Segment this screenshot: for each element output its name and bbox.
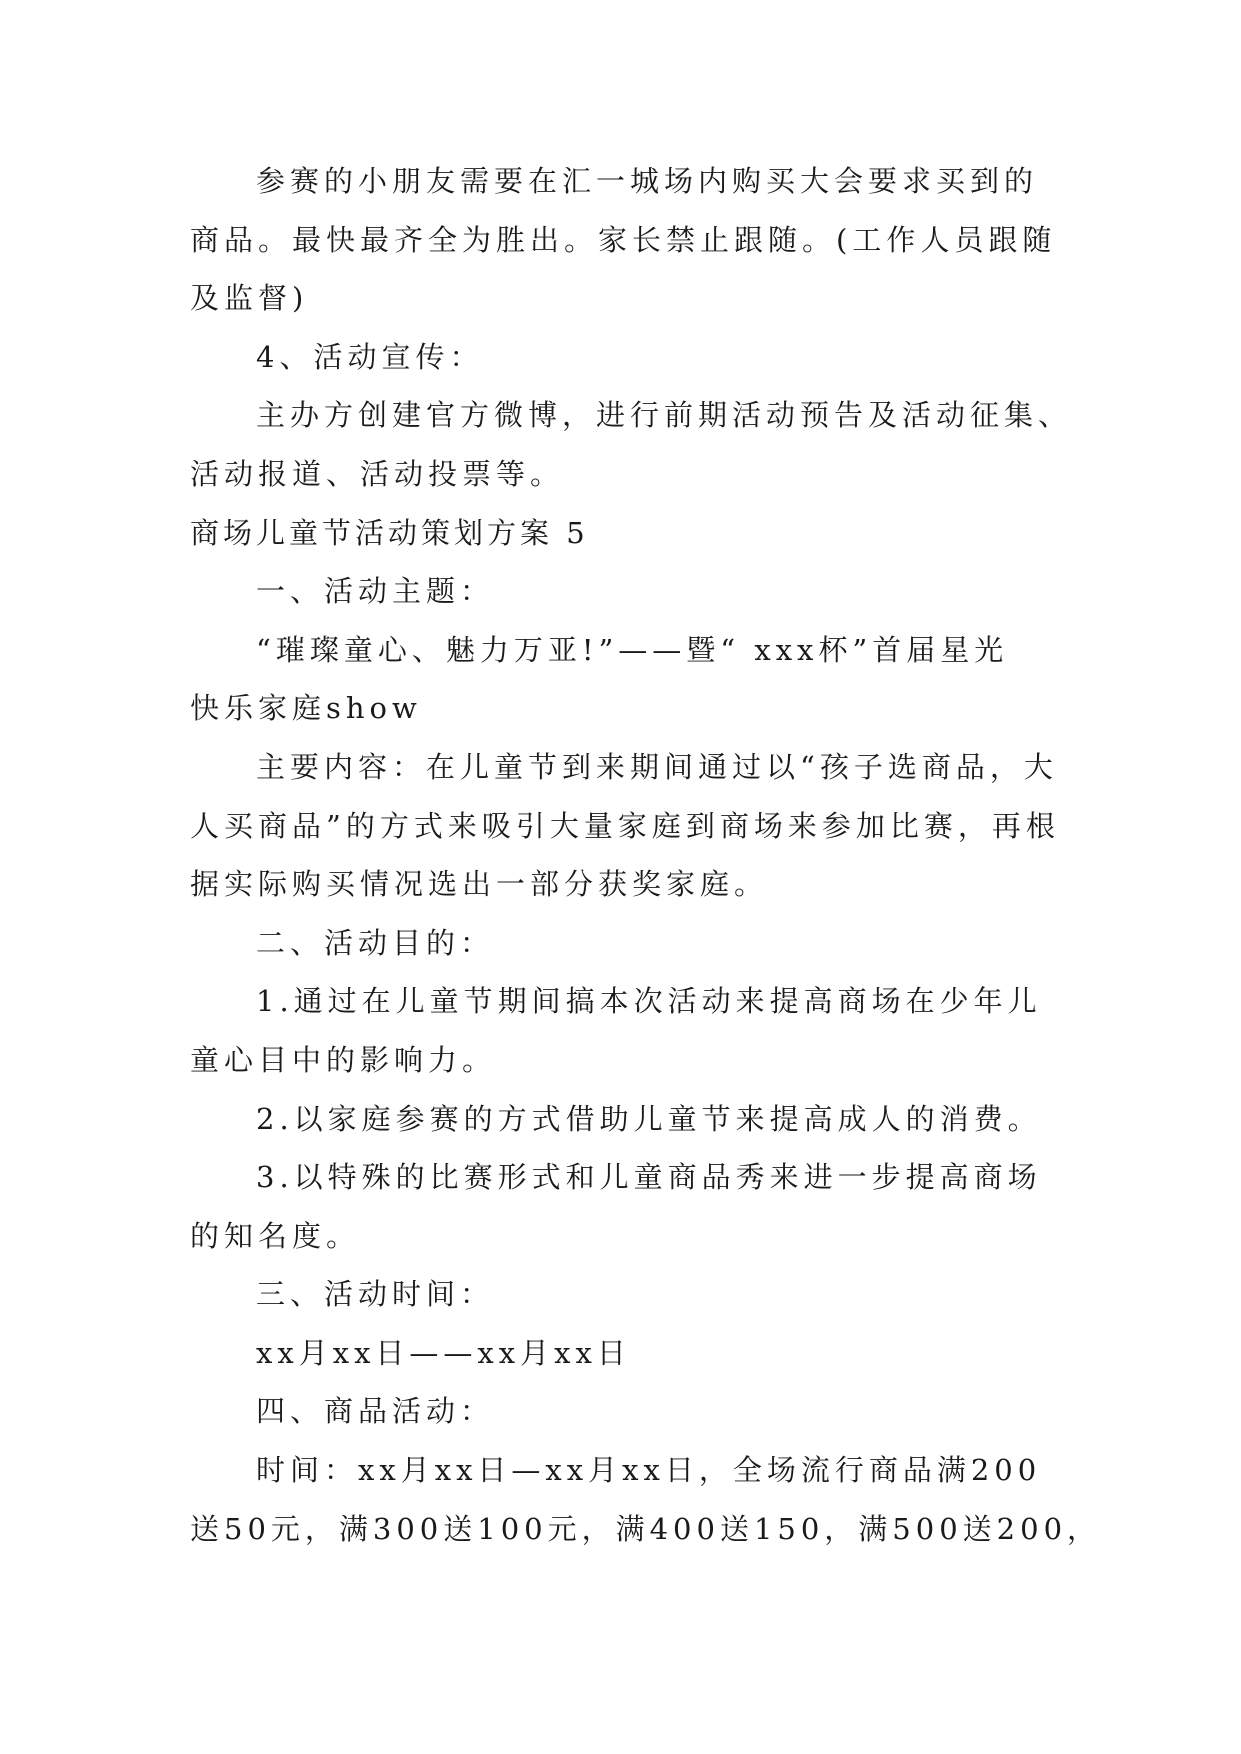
text-line: 主要内容：在儿童节到来期间通过以“孩子选商品，大 <box>256 749 1058 784</box>
text-line: 商品。最快最齐全为胜出。家长禁止跟随。(工作人员跟随 <box>190 222 1057 257</box>
text-line: 送50元，满300送100元，满400送150，满500送200， <box>190 1511 1102 1546</box>
text-line: 据实际购买情况选出一部分获奖家庭。 <box>190 867 769 902</box>
section-heading: 三、活动时间： <box>256 1277 495 1312</box>
text-line: 主办方创建官方微博，进行前期活动预告及活动征集、 <box>256 398 1073 433</box>
section-heading: 二、活动目的： <box>256 925 495 960</box>
text-line: 快乐家庭show <box>190 691 422 726</box>
text-line: 参赛的小朋友需要在汇一城场内购买大会要求买到的 <box>256 164 1039 198</box>
text-line: 的知名度。 <box>190 1218 361 1253</box>
text-line: 及监督) <box>190 281 309 316</box>
document-body <box>190 152 1102 1558</box>
text-line: 人买商品”的方式来吸引大量家庭到商场来参加比赛，再根 <box>190 808 1060 843</box>
section-heading: 一、活动主题： <box>256 574 495 609</box>
text-line: xx月xx日——xx月xx日 <box>256 1335 631 1370</box>
text-line: 3.以特殊的比赛形式和儿童商品秀来进一步提高商场 <box>256 1160 1042 1195</box>
text-line: 2.以家庭参赛的方式借助儿童节来提高成人的消费。 <box>256 1101 1042 1136</box>
text-line: “璀璨童心、魅力万亚!”——暨“ xxx杯”首届星光 <box>256 632 1009 667</box>
document-title: 商场儿童节活动策划方案 5 <box>190 515 589 550</box>
section-heading: 4、活动宣传： <box>256 339 484 374</box>
text-line: 1.通过在儿童节期间搞本次活动来提高商场在少年儿 <box>256 984 1042 1019</box>
section-heading: 四、商品活动： <box>256 1394 495 1429</box>
text-line: 时间：xx月xx日—xx月xx日，全场流行商品满200 <box>256 1453 1042 1488</box>
text-line: 活动报道、活动投票等。 <box>190 456 565 491</box>
text-line: 童心目中的影响力。 <box>190 1042 497 1077</box>
